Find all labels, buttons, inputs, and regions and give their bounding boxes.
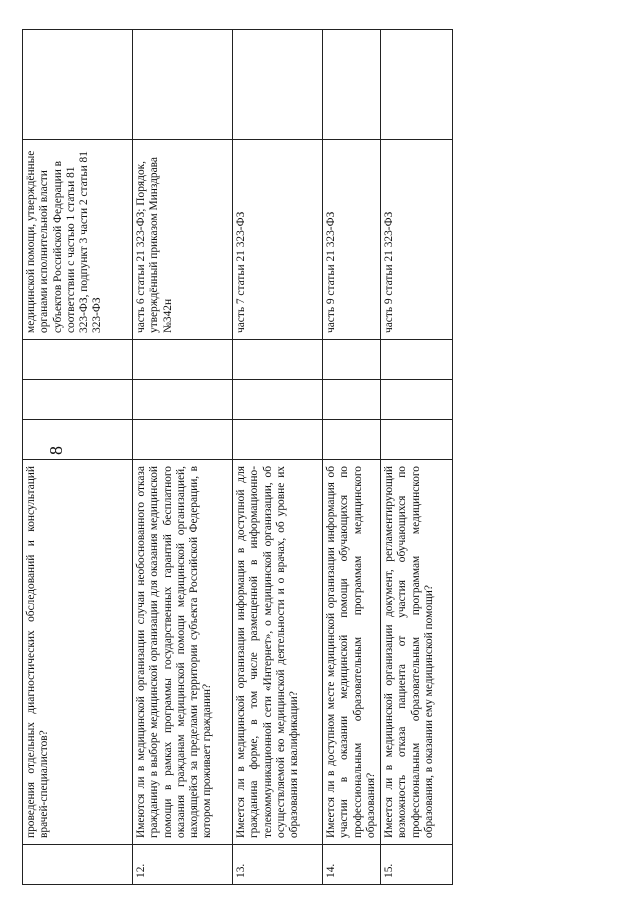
table-row (323, 30, 381, 885)
question-cell: Имеется ли в доступном месте медицинской организации информация об участии в оказании медицинской помощи обучающихся по профессиональным образовательным программам медицинского образования? (323, 460, 381, 845)
empty-cell (23, 420, 133, 460)
rotated-table-container (22, 30, 452, 885)
reference-cell: часть 7 статьи 21 323-ФЗ (233, 140, 323, 340)
empty-cell (233, 340, 323, 380)
empty-cell (233, 420, 323, 460)
row-number: 12. (133, 845, 233, 885)
empty-cell (133, 340, 233, 380)
empty-cell (323, 420, 381, 460)
row-number: 15. (381, 845, 453, 885)
empty-cell (381, 340, 453, 380)
empty-cell (23, 340, 133, 380)
empty-cell (381, 420, 453, 460)
row-number (23, 845, 133, 885)
table-row (233, 30, 323, 885)
empty-cell (233, 380, 323, 420)
question-cell: Имеются ли в медицинской организации случаи необоснованного отказа гражданину в выборе медицинской организации для оказания медицинской помощи в рамках программы государственных гарантий бесплатного оказания гражданам медицинской помощи медицинской организацией, находящейся за пределами территории субъекта Российской Федерации, в котором проживает гражданин? (133, 460, 233, 845)
row-number: 14. (323, 845, 381, 885)
empty-cell (133, 380, 233, 420)
table-row (133, 30, 233, 885)
question-cell: проведения отдельных диагностических обследований и консультаций врачей-специалистов? (23, 460, 133, 845)
question-cell: Имеется ли в медицинской организации документ, регламентирующий возможность отказа пациента от участия обучающихся по профессиональным образовательным программам медицинского образования, в оказании ему медицинской помощи? (381, 460, 453, 845)
empty-cell (133, 420, 233, 460)
empty-cell (381, 380, 453, 420)
empty-cell (133, 30, 233, 140)
page-number: 8 (46, 446, 66, 455)
requirements-table (22, 29, 453, 885)
table-row (381, 30, 453, 885)
empty-cell (23, 380, 133, 420)
reference-cell: медицинской помощи, утверждённые органами исполнительной власти субъектов Российской Федерации в соответствии с частью 1 статьи 81 323-ФЗ, подпункт 3 части 2 статьи 81 323-ФЗ (23, 140, 133, 340)
empty-cell (233, 30, 323, 140)
empty-cell (23, 30, 133, 140)
reference-cell: часть 6 статьи 21 323-ФЗ; Порядок, утверждённый приказом Минздрава №342н (133, 140, 233, 340)
empty-cell (323, 380, 381, 420)
row-number: 13. (233, 845, 323, 885)
reference-cell: часть 9 статьи 21 323-ФЗ (323, 140, 381, 340)
empty-cell (381, 30, 453, 140)
reference-cell: часть 9 статьи 21 323-ФЗ (381, 140, 453, 340)
question-cell: Имеется ли в медицинской организации информация в доступной для гражданина форме, в том числе размещенной в информационно-телекоммуникационной сети «Интернет», о медицинской организации, об осуществляемой ею медицинской деятельности и о врачах, об уровне их образования и квалификации? (233, 460, 323, 845)
empty-cell (323, 30, 381, 140)
empty-cell (323, 340, 381, 380)
table-row (23, 30, 133, 885)
